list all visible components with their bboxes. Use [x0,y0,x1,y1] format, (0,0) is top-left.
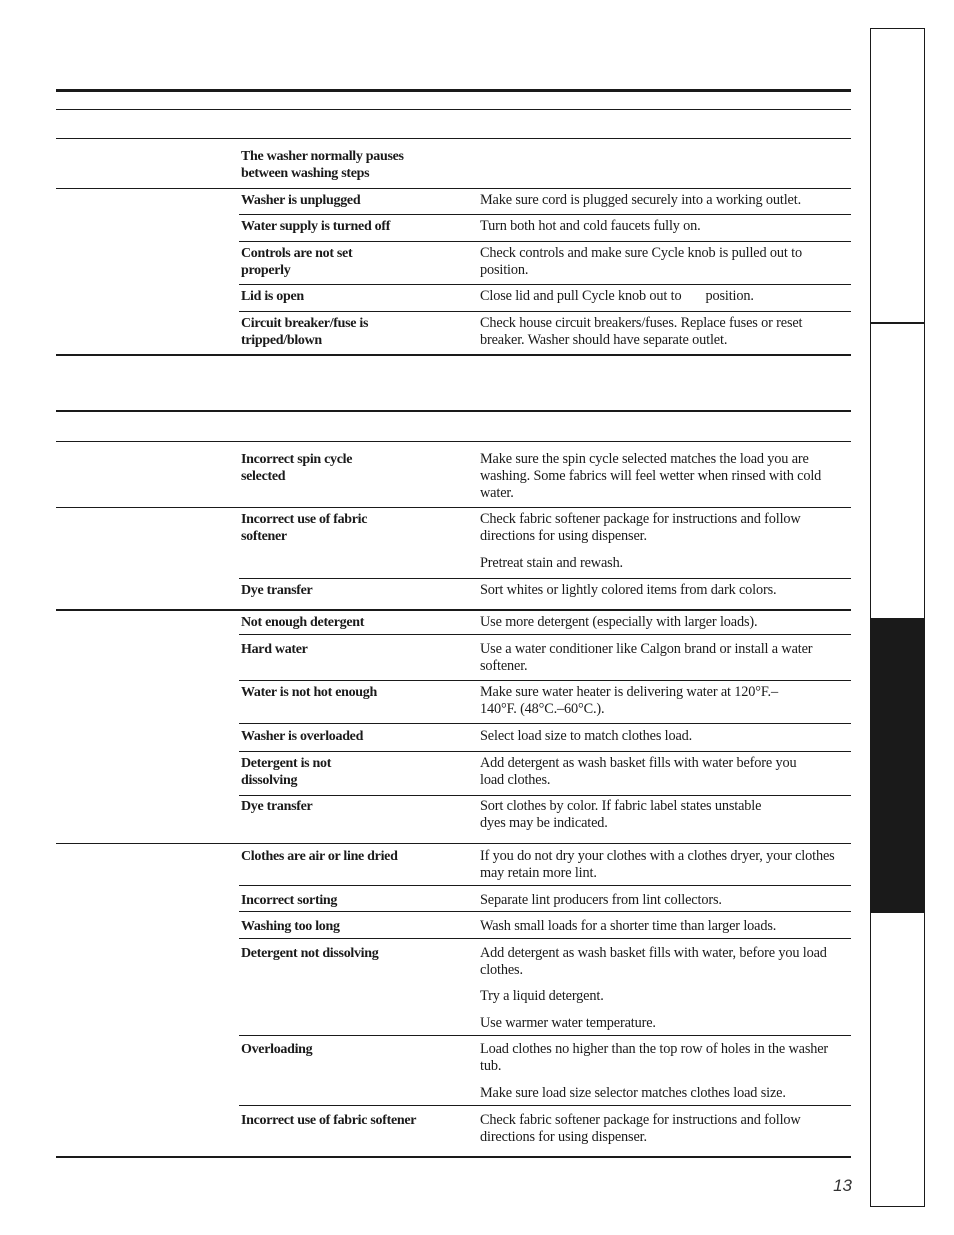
fix-text: Close lid and pull Cycle knob out to position. [480,288,754,304]
fix-text: Pretreat stain and rewash. [480,555,623,571]
section2-bottom-rule [56,1156,851,1158]
row-divider [239,311,851,312]
fix-text: Make sure cord is plugged securely into a working outlet. [480,192,801,208]
side-tab-2 [870,322,925,618]
cause-text: Washer is unplugged [241,193,361,208]
row-divider [239,938,851,939]
cause-text: Incorrect use of fabric softener [241,512,368,544]
cause-text: Clothes are air or line dried [241,849,398,864]
fix-text: Sort clothes by color. If fabric label states unstable dyes may be indicated. [480,798,762,831]
fix-text: Load clothes no higher than the top row of holes in the washer tub. [480,1041,829,1074]
fix-text: Separate lint producers from lint collectors. [480,892,722,908]
cause-text: The washer normally pauses between washing steps [241,149,404,181]
cause-text: Water is not hot enough [241,685,377,700]
cause-text: Water supply is turned off [241,219,391,234]
cause-text: Hard water [241,642,308,657]
fix-text: Check house circuit breakers/fuses. Replace fuses or reset breaker. Washer should have separate outlet. [480,315,803,348]
cause-text: Incorrect sorting [241,893,338,908]
fix-text: Add detergent as wash basket fills with water, before you load clothes. [480,945,827,978]
side-tab-4 [870,913,925,1207]
cause-text: Not enough detergent [241,615,365,630]
row-divider [239,634,851,635]
row-divider [239,241,851,242]
row-divider [239,911,851,912]
row-divider [239,578,851,579]
row-divider [239,1035,851,1036]
cause-text: Washing too long [241,919,340,934]
section1-top-rule [56,89,851,92]
fix-text: Use warmer water temperature. [480,1015,656,1031]
fix-text: Add detergent as wash basket fills with water before you load clothes. [480,755,797,788]
fix-text: Check fabric softener package for instructions and follow directions for using dispenser. [480,511,801,544]
row-divider [239,795,851,796]
row-divider [239,885,851,886]
cause-text: Dye transfer [241,799,313,814]
group-divider [56,609,851,611]
cause-text: Washer is overloaded [241,729,364,744]
fix-text: Use more detergent (especially with larger loads). [480,614,758,630]
row-divider [56,507,851,508]
fix-text: If you do not dry your clothes with a clothes dryer, your clothes may retain more lint. [480,848,835,881]
cause-text: Detergent not dissolving [241,946,379,961]
section1-header-rule [56,109,851,110]
row-divider [239,1105,851,1106]
cause-text: Circuit breaker/fuse is tripped/blown [241,316,369,348]
row-divider [239,723,851,724]
fix-text: Check controls and make sure Cycle knob is pulled out to position. [480,245,826,278]
fix-text: Make sure water heater is delivering water at 120°F.–140°F. (48°C.–60°C.). [480,684,778,717]
fix-text: Try a liquid detergent. [480,988,604,1004]
cause-text: Lid is open [241,289,304,304]
group-divider [56,843,851,844]
cause-text: Incorrect spin cycle selected [241,452,353,484]
fix-text: Check fabric softener package for instructions and follow directions for using dispenser. [480,1112,801,1145]
cause-text: Controls are not set properly [241,246,353,278]
cause-text: Detergent is not dissolving [241,756,332,788]
section1-row-rule [56,138,851,139]
cause-text: Incorrect use of fabric softener [241,1113,417,1128]
fix-text: Wash small loads for a shorter time than larger loads. [480,918,777,934]
cause-text: Overloading [241,1042,313,1057]
page-number: 13 [833,1176,852,1195]
side-tab-1 [870,28,925,322]
side-tab-active [870,618,925,913]
section2-header-rule [56,441,851,442]
fix-text: Make sure load size selector matches clothes load size. [480,1085,786,1101]
fix-text: Select load size to match clothes load. [480,728,693,744]
fix-text: Use a water conditioner like Calgon brand or install a water softener. [480,641,813,674]
row-divider [56,188,851,189]
row-divider [239,751,851,752]
row-divider [239,214,851,215]
fix-text: Turn both hot and cold faucets fully on. [480,218,701,234]
section1-bottom-rule [56,354,851,356]
row-divider [239,680,851,681]
section2-top-rule [56,410,851,412]
fix-text: Sort whites or lightly colored items from dark colors. [480,582,777,598]
row-divider [239,284,851,285]
cause-text: Dye transfer [241,583,313,598]
fix-text: Make sure the spin cycle selected matches the load you are washing. Some fabrics will feel wetter when rinsed with cold water. [480,451,822,501]
